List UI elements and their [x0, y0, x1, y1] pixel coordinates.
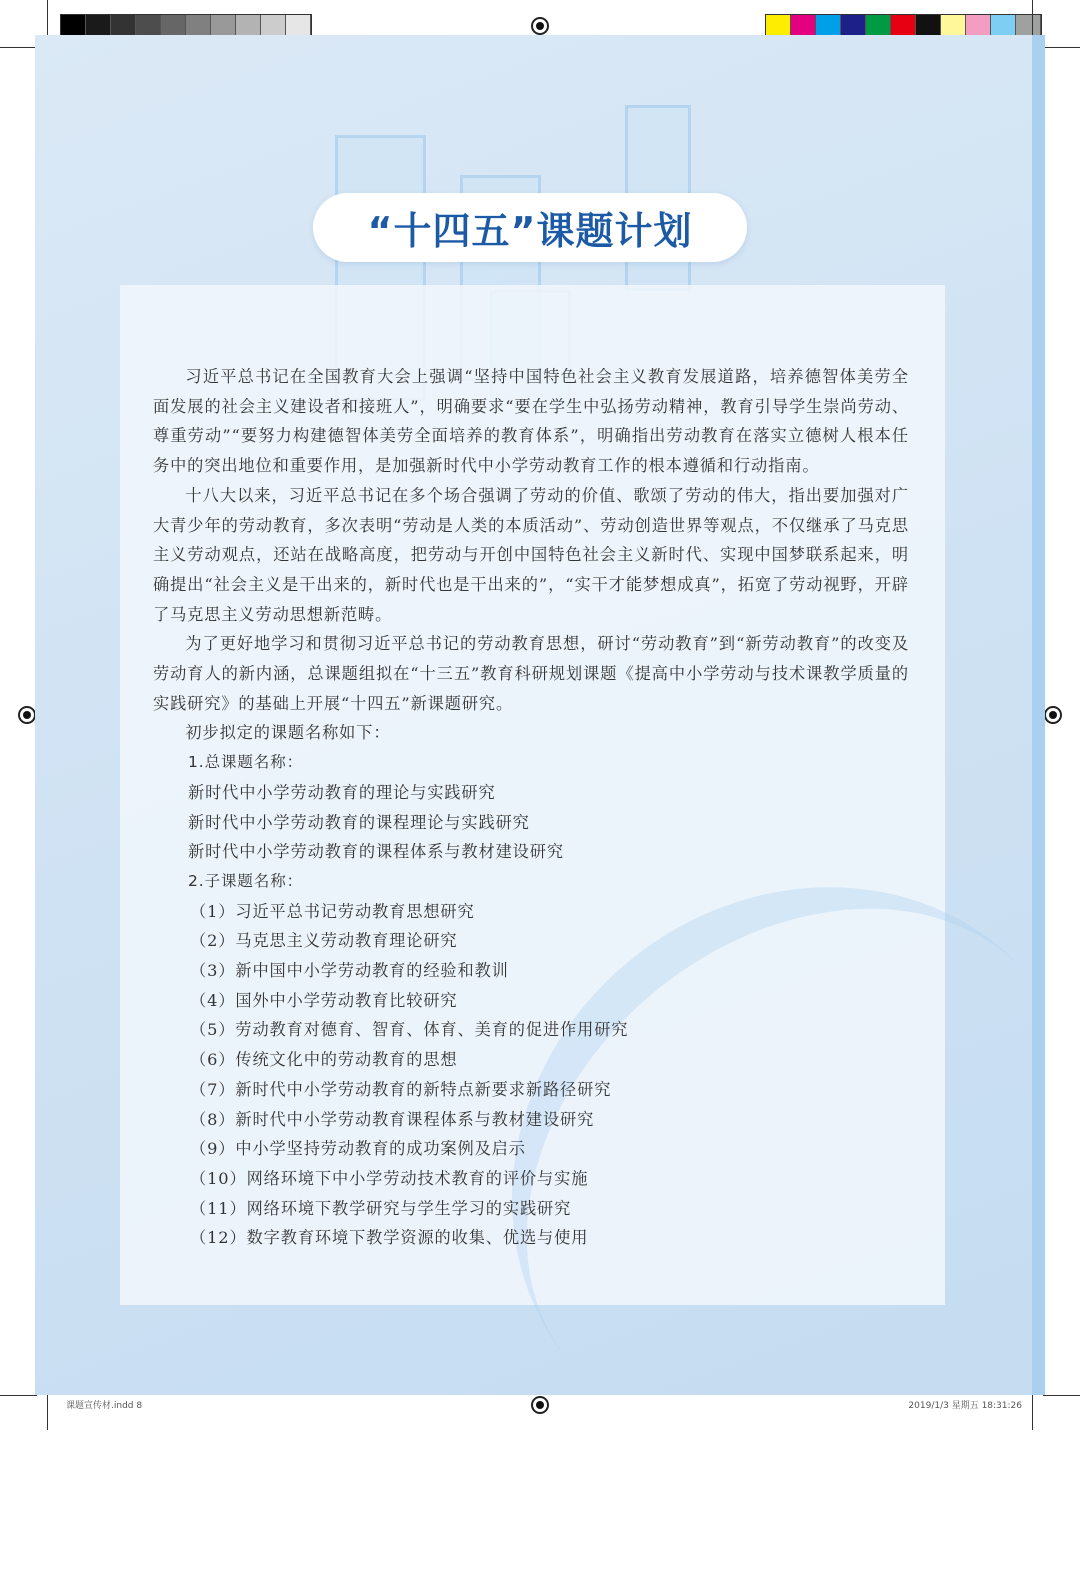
crop-mark	[47, 1395, 48, 1430]
crop-mark	[1043, 1395, 1080, 1396]
title-banner	[313, 193, 747, 262]
main-topic: 新时代中小学劳动教育的课程理论与实践研究	[188, 812, 530, 832]
intro-line: 初步拟定的课题名称如下：	[185, 723, 391, 743]
crop-mark	[1032, 0, 1033, 37]
registration-mark-right	[1044, 706, 1062, 724]
crop-mark	[1043, 47, 1080, 48]
sub-topic: （1）习近平总书记劳动教育思想研究	[190, 901, 475, 921]
crop-mark	[47, 0, 48, 37]
sub-topic: （8）新时代中小学劳动教育课程体系与教材建设研究	[190, 1109, 595, 1129]
page-title: “十四五”课题计划	[367, 209, 693, 253]
sub-topic: （2）马克思主义劳动教育理论研究	[190, 931, 458, 951]
paragraph: 十八大以来，习近平总书记在多个场合强调了劳动的价值、歌颂了劳动的伟大，指出要加强对广大青少年的劳动教育，多次表明“劳动是人类的本质活动”、劳动创造世界等观点，不仅继承了马克思主义劳动观点，还站在战略高度，把劳动与开创中国特色社会主义新时代、实现中国梦联系起来，明确提出“社会主义是干出来的，新时代也是干出来的”，“实干才能梦想成真”，拓宽了劳动视野，开辟了马克思主义劳动思想新范畴。	[153, 485, 909, 624]
sub-topic: （9）中小学坚持劳动教育的成功案例及启示	[190, 1139, 526, 1159]
main-topic: 新时代中小学劳动教育的理论与实践研究	[188, 782, 496, 802]
registration-mark-top	[531, 17, 549, 35]
sub-topic: （6）传统文化中的劳动教育的思想	[190, 1050, 458, 1070]
crop-mark	[0, 47, 37, 48]
sub-topic: （12）数字教育环境下教学资源的收集、优选与使用	[190, 1228, 589, 1248]
footer-timestamp: 2019/1/3 星期五 18:31:26	[908, 1401, 1022, 1411]
sub-topic-heading: 2.子课题名称：	[188, 871, 303, 890]
crop-mark	[0, 1395, 37, 1396]
sub-topic: （11）网络环境下教学研究与学生学习的实践研究	[190, 1198, 572, 1218]
crop-mark	[1032, 1395, 1033, 1430]
paragraph: 习近平总书记在全国教育大会上强调“坚持中国特色社会主义教育发展道路，培养德智体美劳全面发展的社会主义建设者和接班人”，明确要求“要在学生中弘扬劳动精神，教育引导学生崇尚劳动、尊重劳动”“要努力构建德智体美劳全面培养的教育体系”，明确指出劳动教育在落实立德树人根本任务中的突出地位和重要作用，是加强新时代中小学劳动教育工作的根本遵循和行动指南。	[153, 367, 909, 476]
paragraph: 为了更好地学习和贯彻习近平总书记的劳动教育思想，研讨“劳动教育”到“新劳动教育”的改变及劳动育人的新内涵，总课题组拟在“十三五”教育科研规划课题《提高中小学劳动与技术课教学质量的实践研究》的基础上开展“十四五”新课题研究。	[153, 634, 909, 713]
registration-mark-bottom	[531, 1396, 549, 1414]
body-text	[153, 362, 909, 1253]
sub-topic: （3）新中国中小学劳动教育的经验和教训	[190, 961, 509, 981]
sub-topic: （7）新时代中小学劳动教育的新特点新要求新路径研究	[190, 1079, 612, 1099]
registration-mark-left	[18, 706, 36, 724]
footer-filename: 课题宣传材.indd 8	[66, 1401, 143, 1411]
main-topic: 新时代中小学劳动教育的课程体系与教材建设研究	[188, 842, 564, 862]
sub-topic: （10）网络环境下中小学劳动技术教育的评价与实施	[190, 1168, 589, 1188]
main-topic-heading: 1.总课题名称：	[188, 753, 303, 772]
sub-topic: （5）劳动教育对德育、智育、体育、美育的促进作用研究	[190, 1020, 629, 1040]
sub-topic: （4）国外中小学劳动教育比较研究	[190, 990, 458, 1010]
